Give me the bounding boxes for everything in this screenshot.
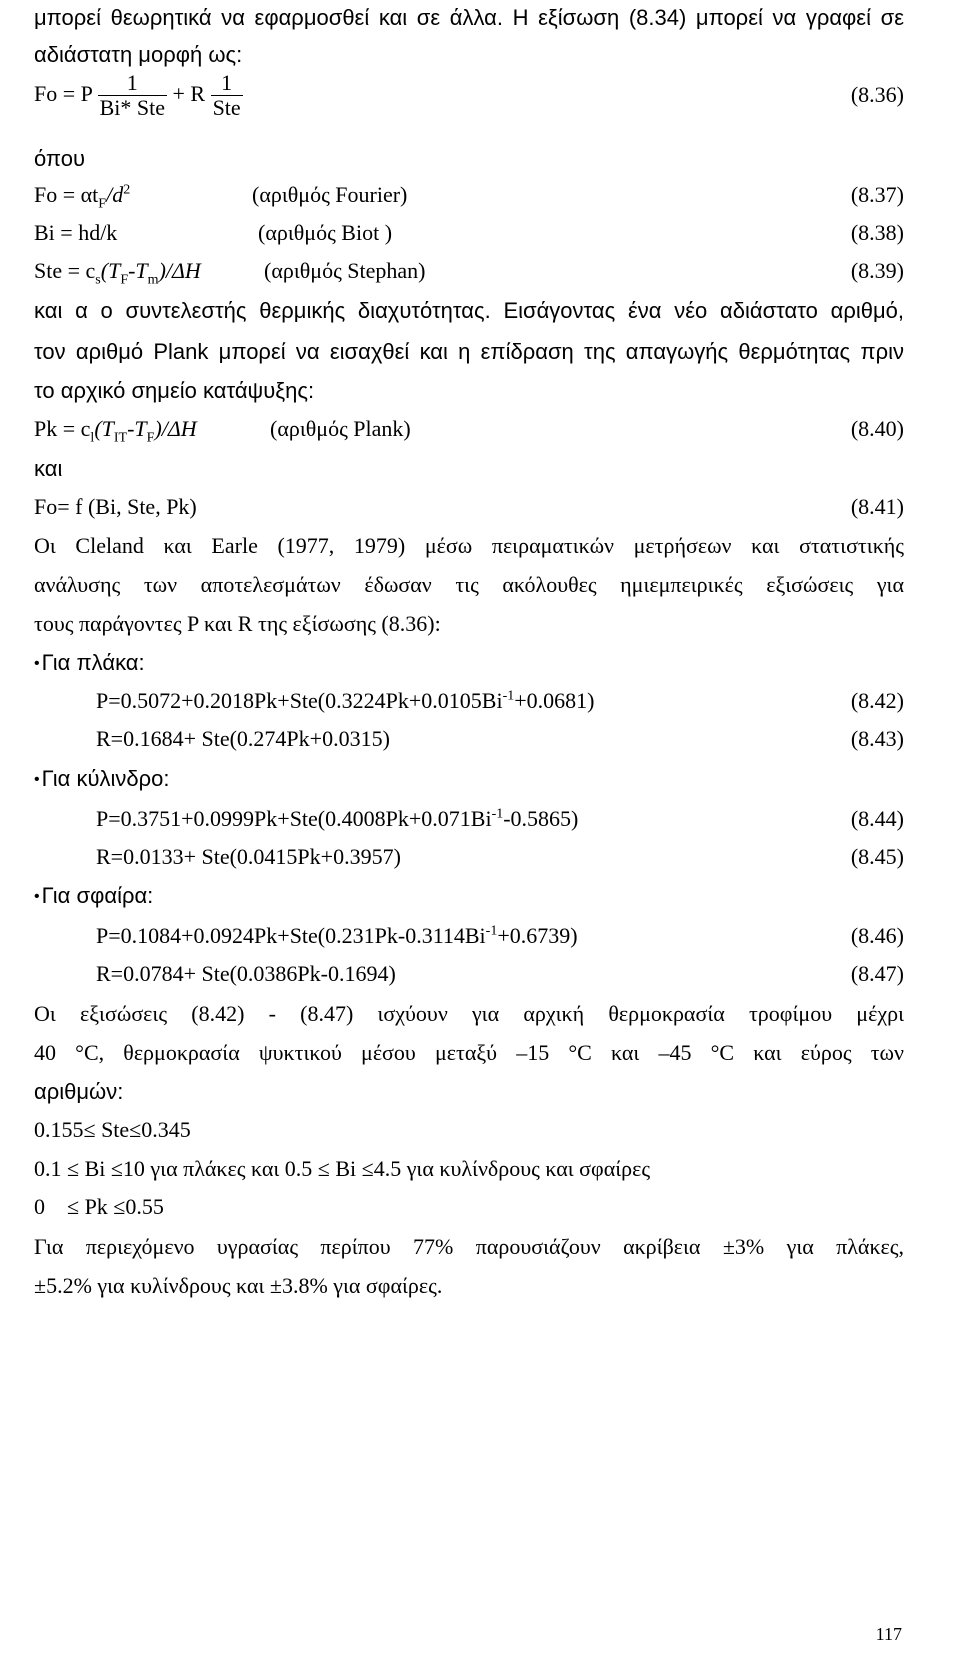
definition-stephan: Ste = $c_s(T_F-T_m)/\Delta H$	[34, 258, 201, 288]
equation-number: (8.44)	[850, 806, 904, 831]
equation-number: (8.37)	[850, 182, 904, 207]
definition-name: (αριθμός Biot )	[258, 220, 393, 245]
range-bi: 0.1 ≤ Bi ≤10 για πλάκες και 0.5 ≤ Bi ≤4.5 για κυλίνδρους και σφαίρες	[34, 1156, 651, 1181]
shape-heading-sphere: •Για σφαίρα:	[34, 883, 154, 908]
equation-8-46: $P=0.1084+0.0924Pk+Ste(0.231Pk-0.3114Bi^{-1}+0.6739)$	[96, 923, 578, 948]
equation-number: (8.45)	[850, 844, 904, 869]
equation-number: (8.40)	[850, 416, 904, 441]
definition-name: (αριθμός Fourier)	[252, 182, 408, 207]
equation-8-43: R=0.1684+ Ste(0.274Pk+0.0315)	[96, 726, 390, 751]
text-line: αριθμών:	[34, 1079, 124, 1104]
equation-8-44: $P=0.3751+0.0999Pk+Ste(0.4008Pk+0.071Bi^{-1}-0.5865)$	[96, 806, 579, 831]
text-line: τους παράγοντες P και R της εξίσωσης (8.36):	[34, 611, 441, 636]
definition-biot: Bi = hd/k	[34, 220, 118, 245]
text-line: 40 °C, θερμοκρασία ψυκτικού μέσου μεταξύ –15 °C και –45 °C και εύρος των	[34, 1040, 904, 1065]
text-line: και	[34, 456, 63, 481]
shape-heading-cylinder: •Για κύλινδρο:	[34, 766, 170, 791]
text-line: Για περιεχόμενο υγρασίας περίπου 77% παρουσιάζουν ακρίβεια ±3% για πλάκες,	[34, 1234, 904, 1259]
definition-name: (αριθμός Plank)	[270, 416, 411, 441]
equation-number: (8.38)	[850, 220, 904, 245]
range-ste: 0.155≤ Ste≤0.345	[34, 1117, 191, 1142]
equation-number: (8.47)	[850, 961, 904, 986]
page-number: 117	[875, 1624, 902, 1644]
equation-8-36: Fo = P $\frac{1}{\text{Bi* Ste}}$ + R $\frac{1}{\text{Ste}}$	[34, 70, 241, 121]
shape-heading-plate: •Για πλάκα:	[34, 650, 145, 675]
equation-number: (8.41)	[850, 494, 904, 519]
equation-number: (8.42)	[850, 688, 904, 713]
text-line: μπορεί θεωρητικά να εφαρμοσθεί και σε άλλα. Η εξίσωση (8.34) μπορεί να γραφεί σε	[34, 5, 904, 30]
definition-fourier: $Fo = \alpha t_F/d^2$	[34, 182, 131, 212]
definition-plank: $Pk = c_l(T_{IT}-T_F)/\Delta H$	[34, 416, 197, 446]
range-pk: 0 ≤ Pk ≤0.55	[34, 1194, 164, 1219]
text-line: αδιάστατη μορφή ως:	[34, 42, 243, 67]
equation-number: (8.39)	[850, 258, 904, 283]
equation-number: (8.43)	[850, 726, 904, 751]
text-line: ανάλυσης των αποτελεσμάτων έδωσαν τις ακόλουθες ημιεμπειρικές εξισώσεις για	[34, 572, 904, 597]
equation-8-42: $P=0.5072+0.2018Pk+Ste(0.3224Pk+0.0105Bi^{-1}+0.0681)$	[96, 688, 595, 713]
text-line: ±5.2% για κυλίνδρους και ±3.8% για σφαίρες.	[34, 1273, 443, 1298]
equation-number: (8.36)	[850, 82, 904, 107]
definition-name: (αριθμός Stephan)	[264, 258, 426, 283]
text-line: Οι εξισώσεις (8.42) - (8.47) ισχύουν για αρχική θερμοκρασία τροφίμου μέχρι	[34, 1001, 904, 1026]
text-line: τον αριθμό Plank μπορεί να εισαχθεί και η επίδραση της απαγωγής θερμότητας πριν	[34, 339, 904, 364]
text-line: το αρχικό σημείο κατάψυξης:	[34, 378, 315, 403]
equation-number: (8.46)	[850, 923, 904, 948]
equation-8-45: R=0.0133+ Ste(0.0415Pk+0.3957)	[96, 844, 401, 869]
text-line: και α ο συντελεστής θερμικής διαχυτότητας. Εισάγοντας ένα νέο αδιάστατο αριθμό,	[34, 298, 904, 323]
text-line: Οι Cleland και Earle (1977, 1979) μέσω πειραματικών μετρήσεων και στατιστικής	[34, 533, 904, 558]
text-line: όπου	[34, 146, 86, 171]
definition-function: Fo= f (Bi, Ste, Pk)	[34, 494, 197, 519]
equation-8-47: R=0.0784+ Ste(0.0386Pk-0.1694)	[96, 961, 396, 986]
